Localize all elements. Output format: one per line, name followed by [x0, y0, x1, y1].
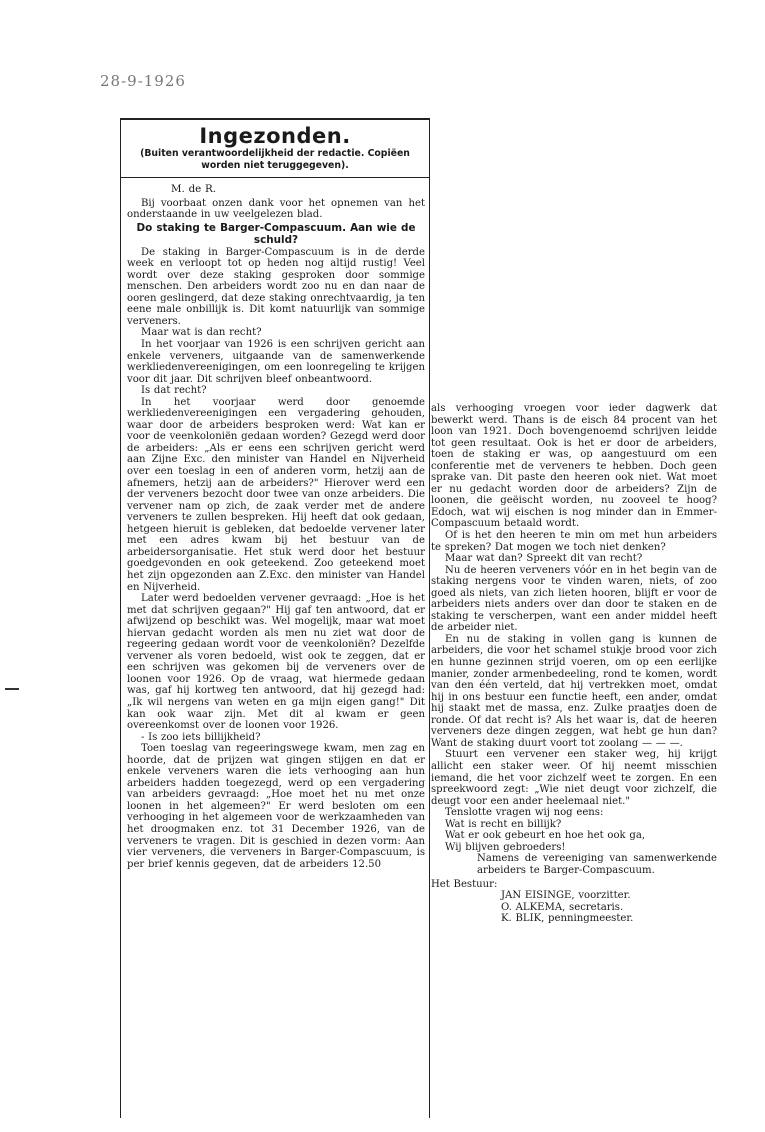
paragraph: Wat er ook gebeurt en hoe het ook ga,	[445, 830, 646, 842]
paragraph: Wij blijven gebroeders!	[445, 841, 566, 853]
section-header	[121, 118, 429, 172]
paragraph: In het voorjaar van 1926 is een schrijven gericht aan enkele verveners, uitgaande van de samenwerkende werkliedenvereenigingen, om een loonregeling te krijgen voor dit jaar. Dit schrijven bleef onbeantwoord.	[127, 339, 425, 385]
paragraph: Stuurt een vervener een staker weg, hij krijgt allicht een staker weer. Of hij neemt misschien iemand, die het voor zichzelf weet te zorgen. En een spreekwoord zegt: „Wie niet deugt voor zichzelf, die deugt voor een ander heelemaal niet."	[431, 749, 717, 807]
clipping-date: 28-9-1926	[100, 72, 186, 90]
section-title: Ingezonden.	[199, 124, 351, 148]
paragraph: als verhooging vroegen voor ieder dagwerk dat bewerkt werd. Thans is de eisch 84 procent van het loon van 1921. Doch bovengenoemd schrijven leidde tot geen resultaat. Ook is het er door de arbeiders, toen de staking er was, op aangestuurd om een conferentie met de verveners te hebben. Doch geen sprake van. Dit paste den heeren ook niet. Wat moet er nu gedacht worden door de arbeiders? Zijn de loonen, die geëischt worden, nu zooveel te hoog? Edoch, wat wij eischen is nog minder dan in Emmer-Compascuum betaald wordt.	[431, 403, 717, 530]
board-member: O. ALKEMA, secretaris.	[501, 901, 624, 913]
paragraph: Is dat recht?	[141, 385, 207, 397]
on-behalf-line: Namens de vereeniging van samenwerkende arbeiders te Barger-Compascuum.	[477, 853, 717, 876]
section-subtitle: (Buiten verantwoordelijkheid der redactie. Copiëen worden niet teruggegeven).	[140, 148, 410, 171]
paragraph: Tenslotte vragen wij nog eens:	[445, 807, 604, 819]
paragraph: En nu de staking in vollen gang is kunnen de arbeiders, die voor het schamel stukje brood voor zich en hunne gezinnen strijd voeren, om op een eerlijke manier, zonder armenbedeeling, rond te komen, wordt van den één verteld, dat hij vertrekken moet, omdat hij in ons bestuur een functie heeft, een ander, omdat hij staakt met de massa, enz. Zulke praatjes doen de ronde. Of dat recht is? Als het waar is, dat de heeren verveners deze dingen zeggen, wat hebt ge hun dan? Want de staking duurt voort tot zoolang — — —.	[431, 633, 717, 749]
board-member: K. BLIK, penningmeester.	[501, 913, 634, 925]
paragraph: - Is zoo iets billijkheid?	[141, 731, 261, 743]
paragraph: De staking in Barger-Compascuum is in de derde week en verloopt tot op heden nog altijd rustig! Veel wordt over deze staking gesproken door sommige menschen. Den arbeiders wordt zoo nu en dan naar de ooren geslingerd, dat deze staking onrechtvaardig, ja ten eene male onbillijk is. Dit komt natuurlijk van sommige verveners.	[127, 246, 425, 327]
header-rule	[121, 177, 429, 178]
board-label: Het Bestuur:	[431, 878, 498, 890]
paragraph: Later werd bedoelden vervener gevraagd: „Hoe is het met dat schrijven gegaan?" Hij gaf ten antwoord, dat er afwijzend op beschikt was. Wel mogelijk, maar wat moet hiervan gedacht worden als men nu ziet wat door de regeering gedaan wordt voor de veenkoloniën? Dezelfde vervener als voren bedoeld, wist ook te zeggen, dat er een schrijven was gekomen bij de verveners over de loonen voor 1926. Op de vraag, wat hiermede gedaan was, gaf hij kortweg ten antwoord, dat hij gezegd had: „Ik wil nergens van weten en ga mijn eigen gang!" Dit kan ook waar zijn. Met dit al kwam er geen overeenkomst over de loonen voor 1926.	[127, 593, 425, 732]
paragraph: Toen toeslag van regeeringswege kwam, men zag en hoorde, dat de prijzen wat gingen stijgen en dat er enkele verveners waren die iets verhooging aan hun arbeiders hadden toegezegd, werd op een vergadering van arbeiders gevraagd: „Hoe moet het nu met onze loonen in het algemeen?" Er werd besloten om een verhooging in het algemeen voor de werkzaamheden van het droogmaken enz. tot 31 December 1926, van de verveners te vragen. Dit is geschied in dezen vorm: Aan vier verveners, die verveners in Barger-Compascuum, is per brief kennis gegeven, dat de arbeiders 12.50	[127, 743, 425, 870]
board-member: JAN EISINGE, voorzitter.	[501, 890, 631, 902]
paragraph: Nu de heeren verveners vóór en in het begin van de staking nergens voor te vinden waren, niets, of zoo goed als niets, van zich lieten hooren, blijft er voor de arbeiders niets anders over dan door te staken en de staking te verscherpen, want een ander middel heeft de arbeider niet.	[431, 564, 717, 634]
letter-body-right	[427, 403, 721, 925]
article-column-right	[427, 403, 721, 925]
letter-body-left	[121, 184, 429, 870]
paragraph: Wat is recht en billijk?	[445, 818, 562, 830]
paragraph: Maar wat is dan recht?	[141, 327, 262, 339]
article-column-left	[120, 118, 430, 1118]
paragraph: In het voorjaar werd door genoemde werkliedenvereenigingen een vergadering gehouden, waar door de arbeiders besproken werd: Wat kan er voor de veenkoloniën gedaan worden? Gezegd werd door de arbeiders: „Als er eens een schrijven gericht werd aan Zijne Exc. den minister van Handel en Nijverheid over een toeslag in een of anderen vorm, hetzij aan de afnemers, hetzij aan de arbeiders?" Hierover werd een der verveners bezocht door twee van onze arbeiders. Die vervener nam op zich, de zaak verder met de andere verveners te zullen bespreken. Hij heeft dat ook gedaan, hetgeen hieruit is gebleken, dat bedoelde vervener later met een adres kwam bij het bestuur van de arbeidersorganisatie. Het stuk werd door het bestuur goedgevonden en ook geteekend. Zoo geteekend moet het zijn opgezonden aan Z.Exc. den minister van Handel en Nijverheid.	[127, 396, 425, 593]
paragraph: Of is het den heeren te min om met hun arbeiders te spreken? Dat mogen we toch niet denken?	[431, 530, 717, 553]
paragraph: Maar wat dan? Spreekt dit van recht?	[445, 553, 643, 565]
top-rule	[121, 118, 429, 120]
margin-mark	[5, 688, 19, 690]
signature-block	[431, 853, 717, 925]
article-title: Do staking te Barger-Compascuum. Aan wie de schuld?	[136, 221, 416, 246]
intro-paragraph: Bij voorbaat onzen dank voor het opnemen van het onderstaande in uw veelgelezen blad.	[127, 197, 425, 221]
salutation: M. de R.	[171, 183, 217, 195]
